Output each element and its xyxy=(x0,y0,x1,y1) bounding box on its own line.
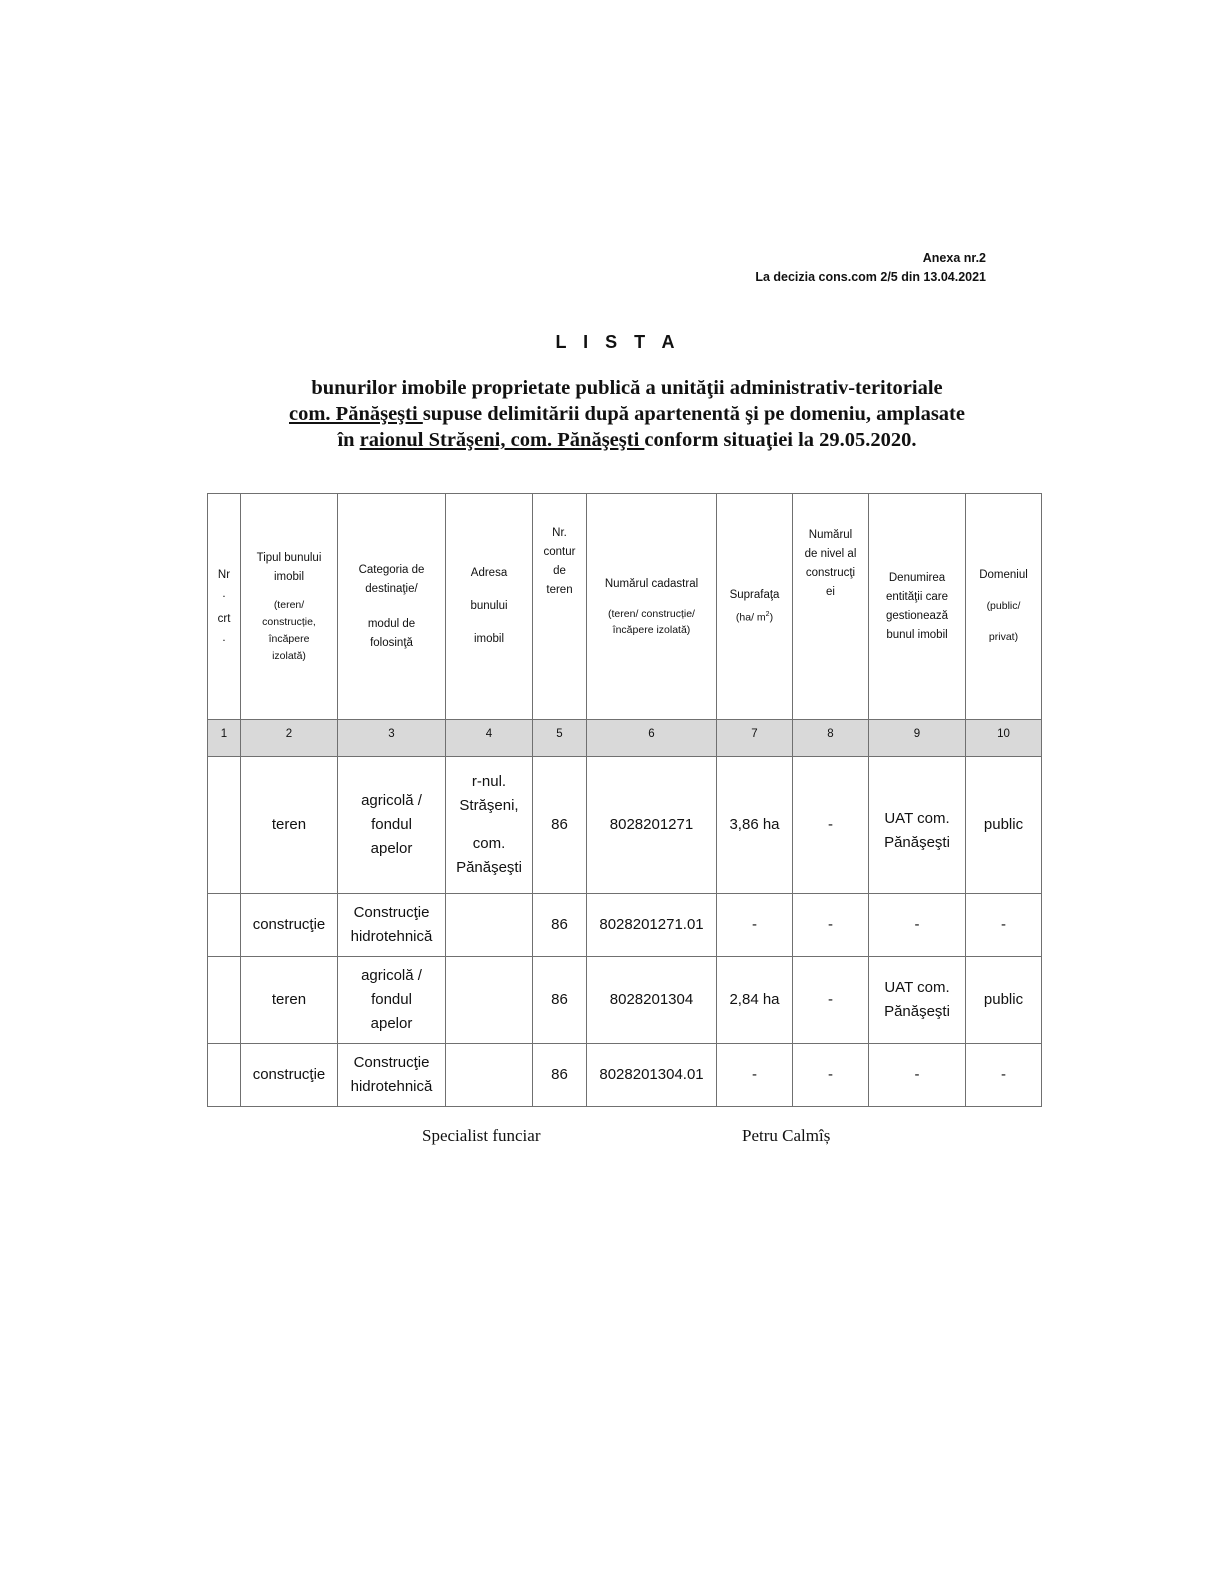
header-property-type: Tipul bunului imobil (teren/ construcție, încăpere izolată) xyxy=(241,494,338,720)
column-number: 10 xyxy=(966,720,1042,757)
header-address: Adresa bunului imobil xyxy=(446,494,533,720)
cell-contour: 86 xyxy=(533,957,587,1044)
header-area: Suprafaţa (ha/ $m^2$) xyxy=(717,494,793,720)
cell-nr xyxy=(208,957,241,1044)
cell-contour: 86 xyxy=(533,757,587,894)
annex-header xyxy=(755,249,986,287)
subtitle-commune: com. Pănăşeşti xyxy=(289,403,423,425)
header-category: Categoria de destinaţie/ modul de folosinţă xyxy=(338,494,446,720)
table-header-row xyxy=(208,494,1042,720)
cell-cadastral: 8028201304 xyxy=(587,957,717,1044)
cell-address xyxy=(446,957,533,1044)
column-number: 4 xyxy=(446,720,533,757)
cell-cadastral: 8028201304.01 xyxy=(587,1044,717,1107)
document-subtitle xyxy=(0,375,1224,453)
cell-address xyxy=(446,894,533,957)
cell-entity: - xyxy=(869,894,966,957)
signature-role: Specialist funciar xyxy=(422,1126,541,1145)
cell-levels: - xyxy=(793,957,869,1044)
cell-domain: - xyxy=(966,894,1042,957)
cell-domain: public xyxy=(966,757,1042,894)
table-row xyxy=(208,757,1042,894)
column-number: 1 xyxy=(208,720,241,757)
cell-contour: 86 xyxy=(533,894,587,957)
cell-contour: 86 xyxy=(533,1044,587,1107)
table-row xyxy=(208,894,1042,957)
table-row xyxy=(208,957,1042,1044)
cell-type: teren xyxy=(241,957,338,1044)
decision-reference: La decizia cons.com 2/5 din 13.04.2021 xyxy=(755,270,986,284)
subtitle-district: raionul Străşeni, com. Pănăşeşti xyxy=(359,429,645,451)
header-cadastral-nr: Numărul cadastral (teren/ construcție/ încăpere izolată) xyxy=(587,494,717,720)
column-number: 3 xyxy=(338,720,446,757)
subtitle-line-1: bunurilor imobile proprietate publică a unităţii administrativ-teritoriale xyxy=(311,377,943,399)
cell-type: construcţie xyxy=(241,1044,338,1107)
cell-entity: - xyxy=(869,1044,966,1107)
subtitle-line-2: com. Pănăşeşti supuse delimitării după apartenentă şi pe domeniu, amplasate xyxy=(289,403,965,425)
property-table xyxy=(207,493,1042,1107)
cell-address: r-nul. Străşeni, com. Pănăşeşti xyxy=(446,757,533,894)
header-contour-nr: Nr. contur de teren xyxy=(533,494,587,720)
cell-type: construcţie xyxy=(241,894,338,957)
header-managing-entity: Denumirea entităţii care gestionează bunul imobil xyxy=(869,494,966,720)
column-number: 9 xyxy=(869,720,966,757)
cell-area: - xyxy=(717,894,793,957)
header-domain: Domeniul (public/ privat) xyxy=(966,494,1042,720)
cell-domain: public xyxy=(966,957,1042,1044)
cell-category: Construcţie hidrotehnică xyxy=(338,894,446,957)
cell-nr xyxy=(208,1044,241,1107)
cell-levels: - xyxy=(793,757,869,894)
column-number: 7 xyxy=(717,720,793,757)
cell-category: agricolă / fondul apelor xyxy=(338,757,446,894)
cell-levels: - xyxy=(793,1044,869,1107)
cell-address xyxy=(446,1044,533,1107)
header-levels: Numărul de nivel al construcţi ei xyxy=(793,494,869,720)
cell-area: 2,84 ha xyxy=(717,957,793,1044)
signature-name: Petru Calmîș xyxy=(742,1126,831,1145)
column-number: 2 xyxy=(241,720,338,757)
cell-type: teren xyxy=(241,757,338,894)
column-number: 8 xyxy=(793,720,869,757)
annex-number: Anexa nr.2 xyxy=(922,251,986,265)
table-row xyxy=(208,1044,1042,1107)
subtitle-line-3: în raionul Străşeni, com. Pănăşeşti conform situaţiei la 29.05.2020. xyxy=(337,429,917,451)
column-number: 6 xyxy=(587,720,717,757)
cell-nr xyxy=(208,894,241,957)
cell-category: agricolă / fondul apelor xyxy=(338,957,446,1044)
cell-entity: UAT com. Pănăşeşti xyxy=(869,757,966,894)
cell-category: Construcţie hidrotehnică xyxy=(338,1044,446,1107)
header-nr-crt: Nr . crt . xyxy=(208,494,241,720)
cell-levels: - xyxy=(793,894,869,957)
cell-cadastral: 8028201271 xyxy=(587,757,717,894)
cell-entity: UAT com. Pănăşeşti xyxy=(869,957,966,1044)
column-number: 5 xyxy=(533,720,587,757)
cell-area: - xyxy=(717,1044,793,1107)
cell-area: 3,86 ha xyxy=(717,757,793,894)
cell-cadastral: 8028201271.01 xyxy=(587,894,717,957)
cell-nr xyxy=(208,757,241,894)
document-title: L I S T A xyxy=(555,332,681,352)
cell-domain: - xyxy=(966,1044,1042,1107)
column-number-row xyxy=(208,720,1042,757)
